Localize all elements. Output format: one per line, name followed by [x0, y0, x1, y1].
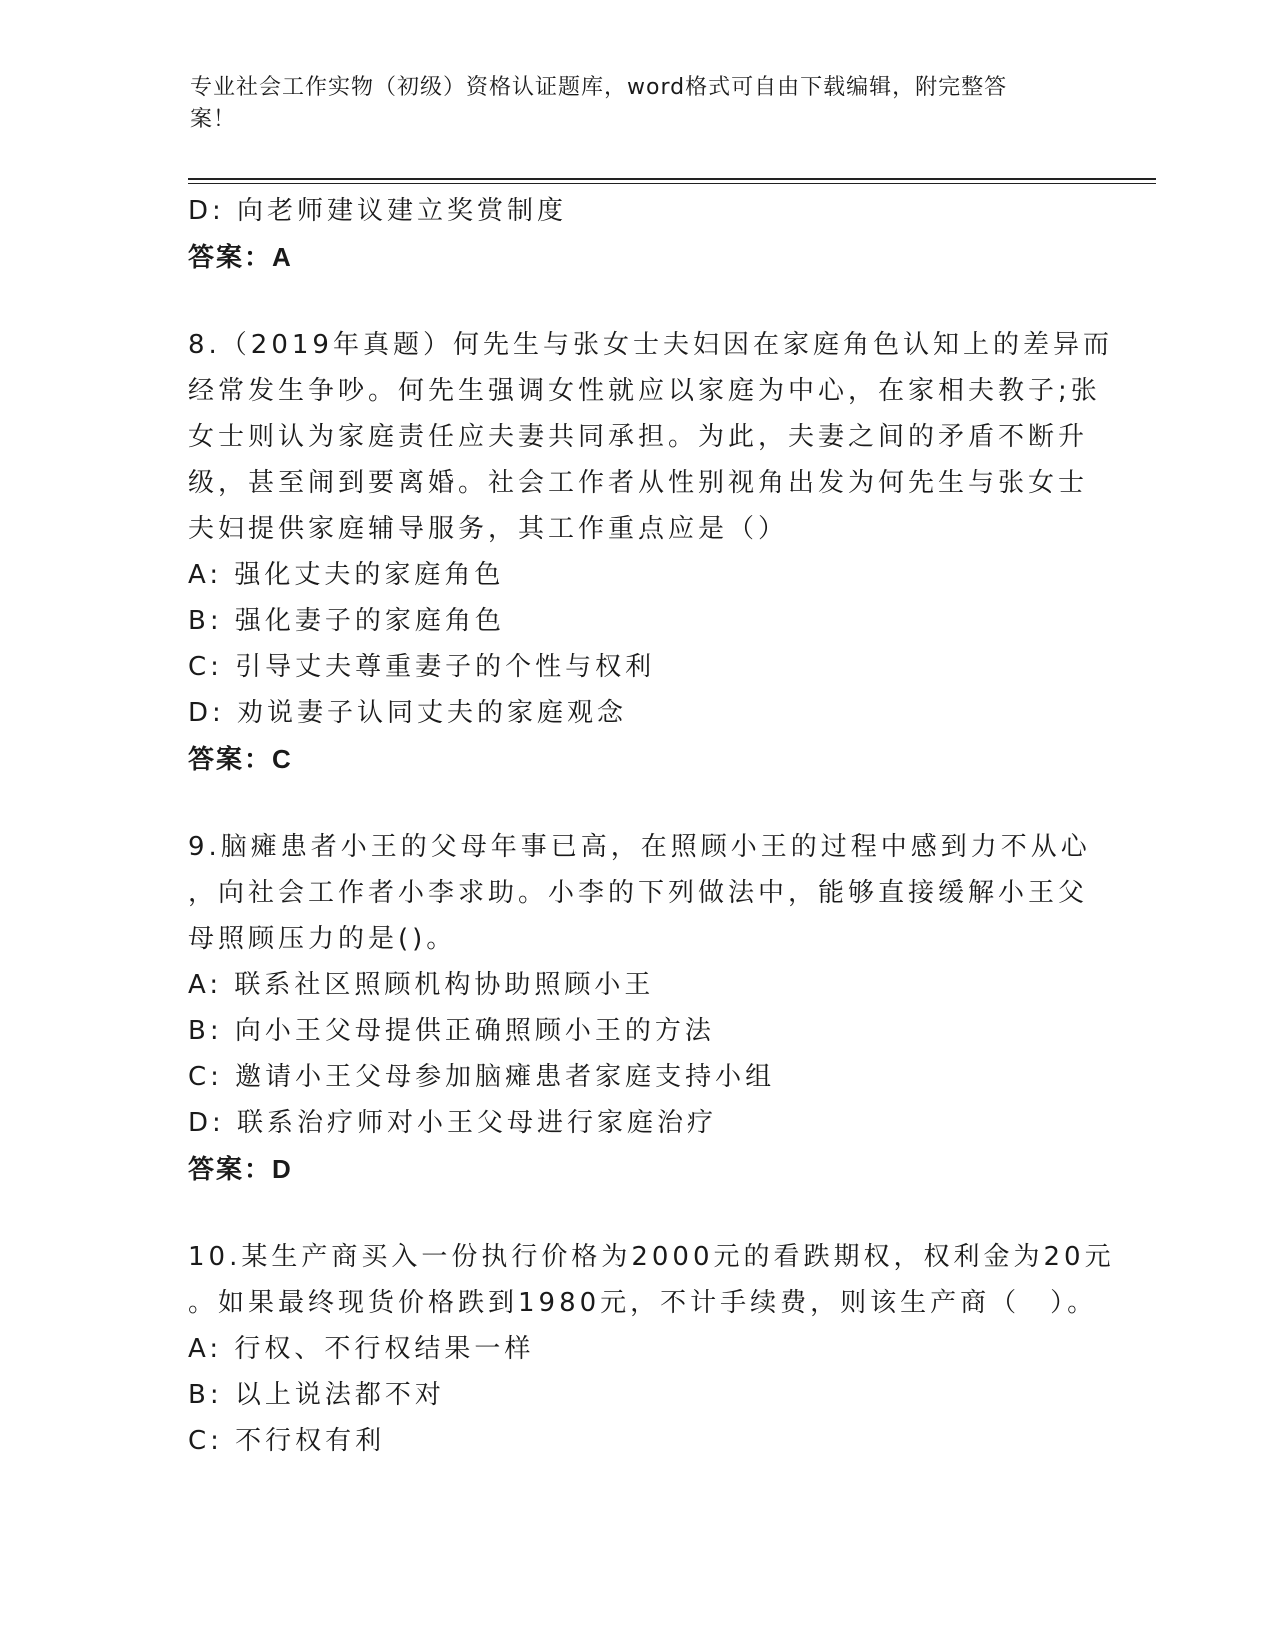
question-text-line: 9.脑瘫患者小王的父母年事已高，在照顾小王的过程中感到力不从心 [188, 832, 1091, 862]
document-body [188, 188, 1115, 1464]
question-text-line: ，向社会工作者小李求助。小李的下列做法中，能够直接缓解小王父 [188, 878, 1089, 908]
option-a: A: 强化丈夫的家庭角色 [188, 560, 505, 590]
question-10 [188, 1234, 1115, 1464]
page-header [190, 72, 1070, 136]
question-text-line: 夫妇提供家庭辅导服务，其工作重点应是（） [188, 514, 789, 544]
header-divider [188, 178, 1156, 184]
previous-question-tail [188, 188, 1088, 280]
spacer [188, 1192, 1088, 1234]
header-text-line-2: 案！ [190, 107, 237, 132]
option-d: D: 向老师建议建立奖赏制度 [188, 196, 568, 226]
question-text-line: 女士则认为家庭责任应夫妻共同承担。为此，夫妻之间的矛盾不断升 [188, 422, 1089, 452]
header-text-line-1: 专业社会工作实物（初级）资格认证题库，word格式可自由下载编辑，附完整答 [190, 75, 1008, 100]
option-b: B: 向小王父母提供正确照顾小王的方法 [188, 1016, 715, 1046]
answer: 答案：A [188, 242, 293, 272]
answer: 答案：C [188, 744, 293, 774]
question-text-line: 级，甚至闹到要离婚。社会工作者从性别视角出发为何先生与张女士 [188, 468, 1089, 498]
spacer [188, 782, 1088, 824]
option-b: B: 以上说法都不对 [188, 1380, 445, 1410]
question-text-line: 经常发生争吵。何先生强调女性就应以家庭为中心，在家相夫教子;张 [188, 376, 1101, 406]
option-c: C: 邀请小王父母参加脑瘫患者家庭支持小组 [188, 1062, 776, 1092]
option-a: A: 行权、不行权结果一样 [188, 1334, 535, 1364]
question-text-line: 母照顾压力的是()。 [188, 924, 457, 954]
spacer [188, 280, 1088, 322]
option-a: A: 联系社区照顾机构协助照顾小王 [188, 970, 655, 1000]
option-d: D: 劝说妻子认同丈夫的家庭观念 [188, 698, 628, 728]
question-text-line: 。如果最终现货价格跌到1980元，不计手续费，则该生产商（ ）。 [188, 1288, 1098, 1318]
question-text-line: 10.某生产商买入一份执行价格为2000元的看跌期权，权利金为20元 [188, 1242, 1115, 1272]
question-9 [188, 824, 1091, 1192]
question-8 [188, 322, 1113, 782]
option-c: C: 不行权有利 [188, 1426, 386, 1456]
question-text-line: 8.（2019年真题）何先生与张女士夫妇因在家庭角色认知上的差异而 [188, 330, 1113, 360]
option-b: B: 强化妻子的家庭角色 [188, 606, 505, 636]
answer: 答案：D [188, 1154, 293, 1184]
option-d: D: 联系治疗师对小王父母进行家庭治疗 [188, 1108, 718, 1138]
option-c: C: 引导丈夫尊重妻子的个性与权利 [188, 652, 656, 682]
